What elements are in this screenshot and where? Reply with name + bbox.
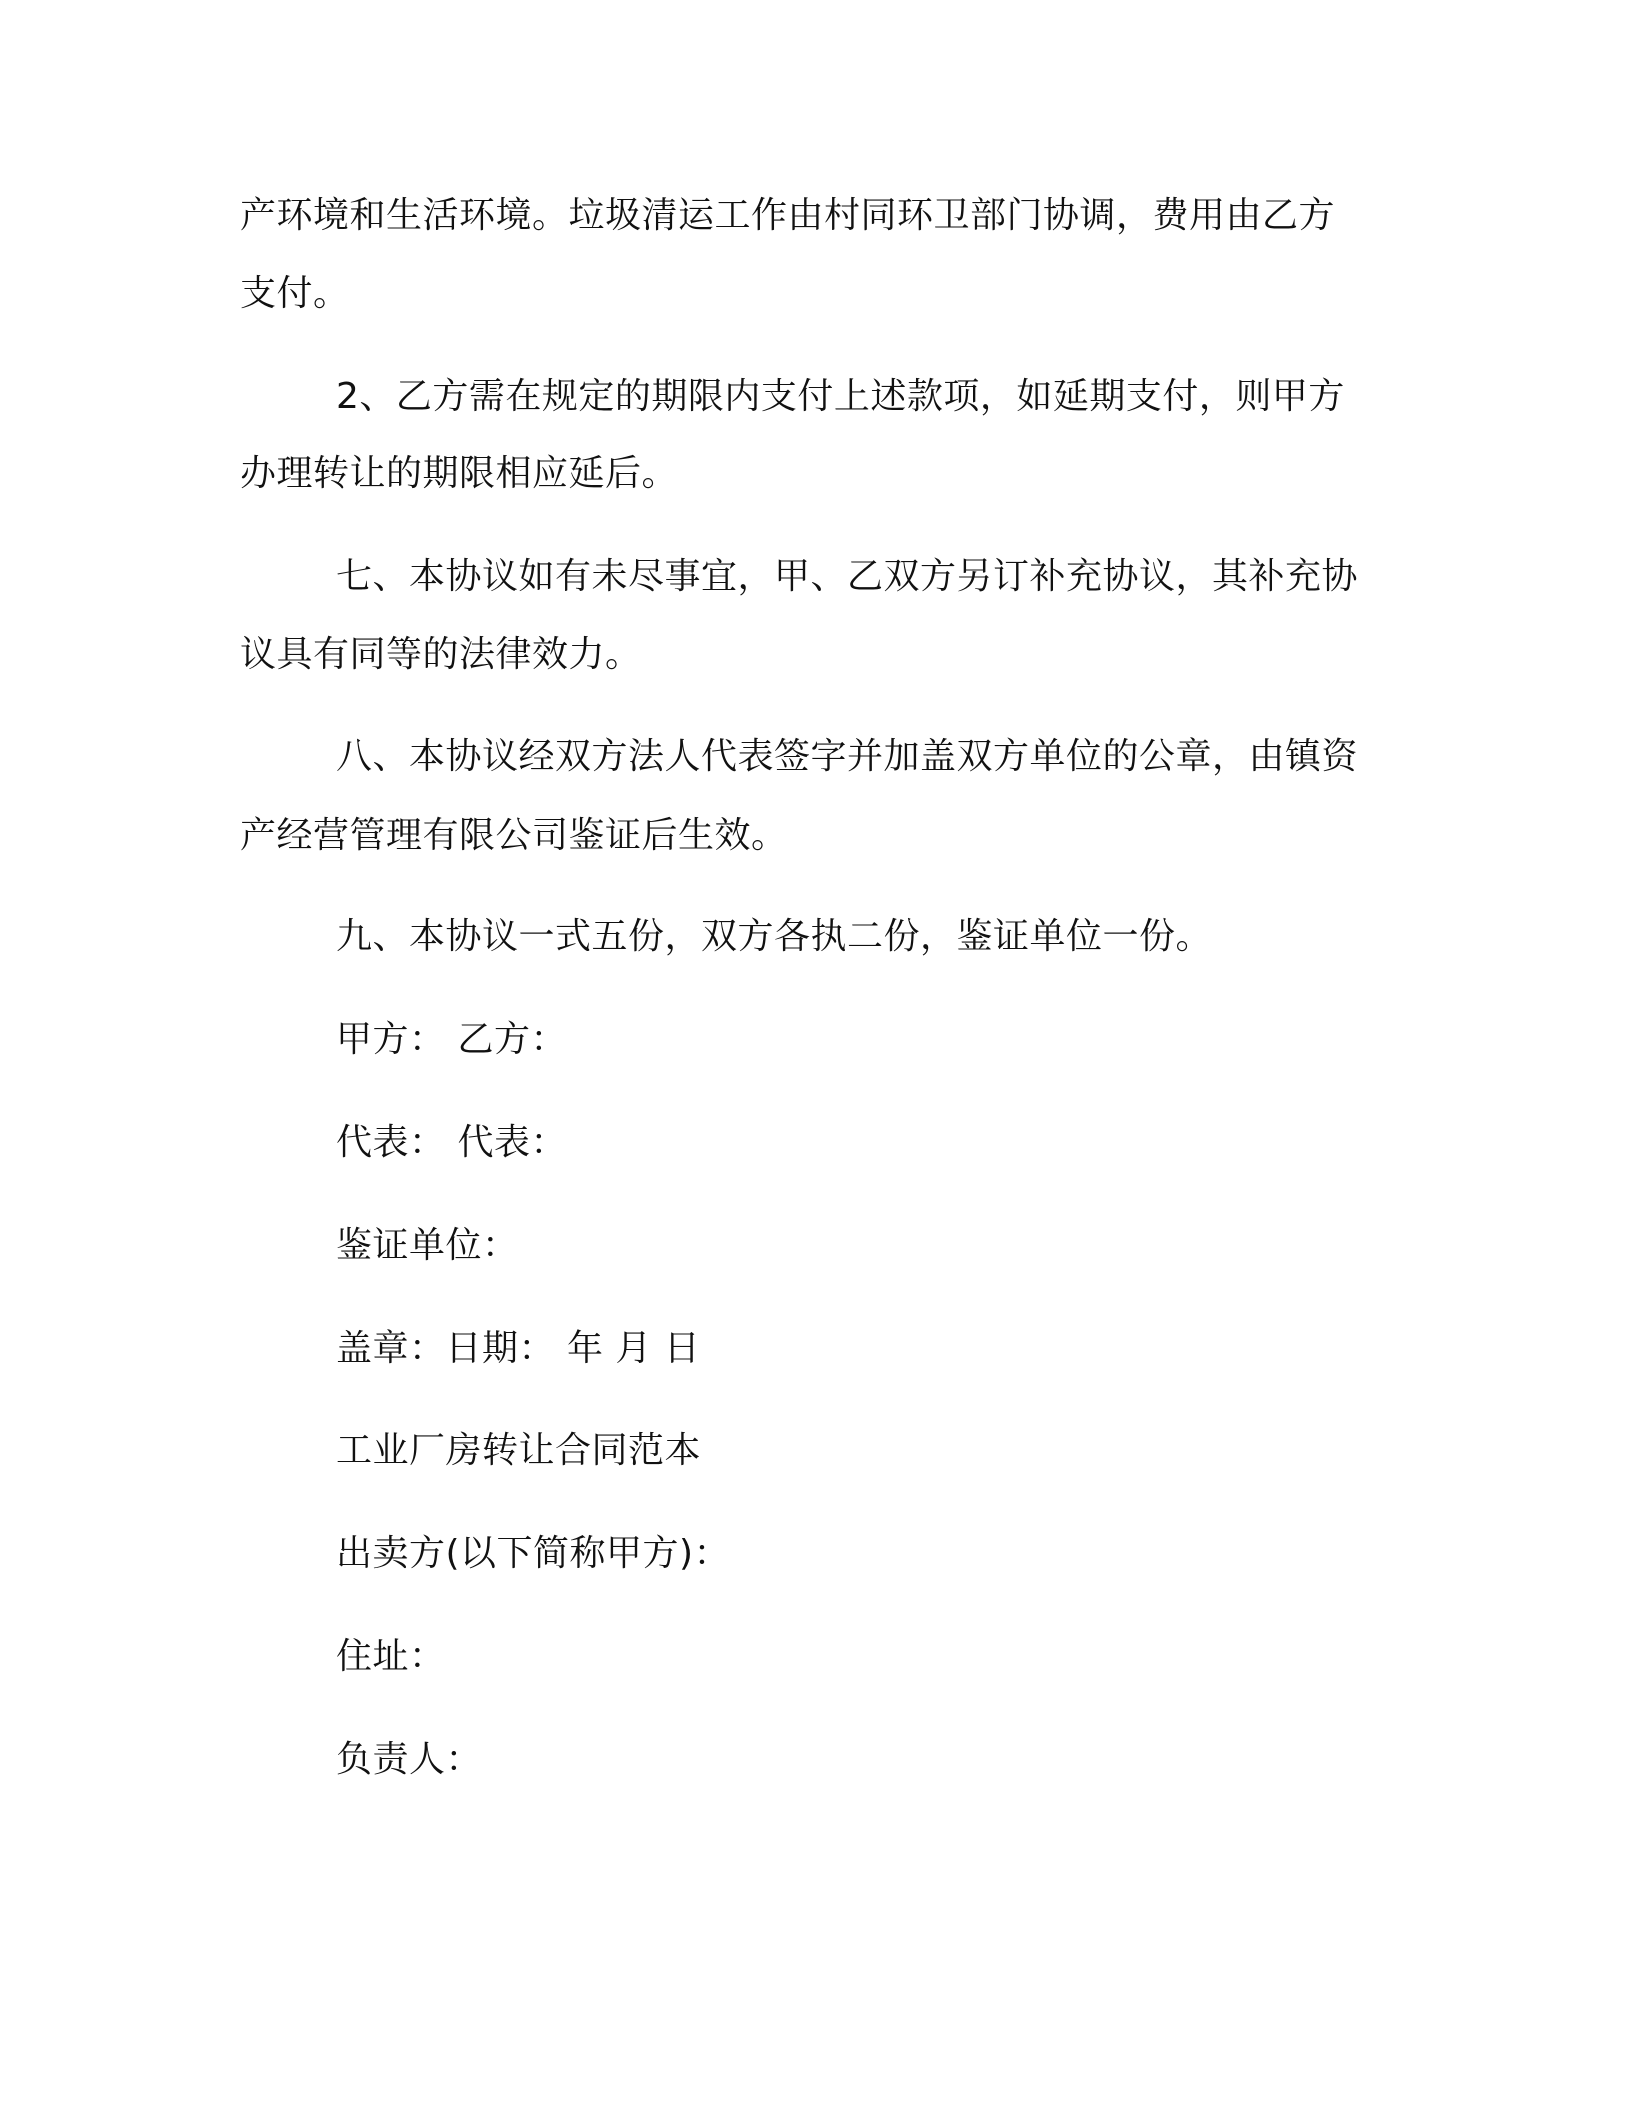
- paragraph-line: 议具有同等的法律效力。: [240, 634, 642, 675]
- paragraph-line: 产经营管理有限公司鉴证后生效。: [240, 815, 788, 856]
- paragraph-line: 2、乙方需在规定的期限内支付上述款项，如延期支付，则甲方: [336, 376, 1345, 417]
- paragraph-line: 九、本协议一式五份，双方各执二份，鉴证单位一份。: [336, 916, 1213, 957]
- paragraph-line: 办理转让的期限相应延后。: [240, 453, 679, 494]
- paragraph-line: 产环境和生活环境。垃圾清运工作由村同环卫部门协调，费用由乙方: [240, 195, 1336, 236]
- address-line: 住址：: [336, 1636, 446, 1677]
- seller-line: 出卖方(以下简称甲方)：: [336, 1533, 731, 1574]
- paragraph-line: 七、本协议如有未尽事宜，甲、乙双方另订补充协议，其补充协: [336, 556, 1359, 597]
- paragraph-line: 八、本协议经双方法人代表签字并加盖双方单位的公章，由镇资: [336, 736, 1359, 777]
- section-title: 工业厂房转让合同范本: [336, 1430, 702, 1471]
- signature-representatives-line: 代表： 代表：: [336, 1122, 567, 1163]
- signature-parties-line: 甲方： 乙方：: [336, 1019, 567, 1060]
- seal-date-line: 盖章：日期： 年 月 日: [336, 1328, 701, 1369]
- responsible-person-line: 负责人：: [336, 1739, 483, 1780]
- certifying-unit-line: 鉴证单位：: [336, 1225, 519, 1266]
- paragraph-line: 支付。: [240, 273, 350, 314]
